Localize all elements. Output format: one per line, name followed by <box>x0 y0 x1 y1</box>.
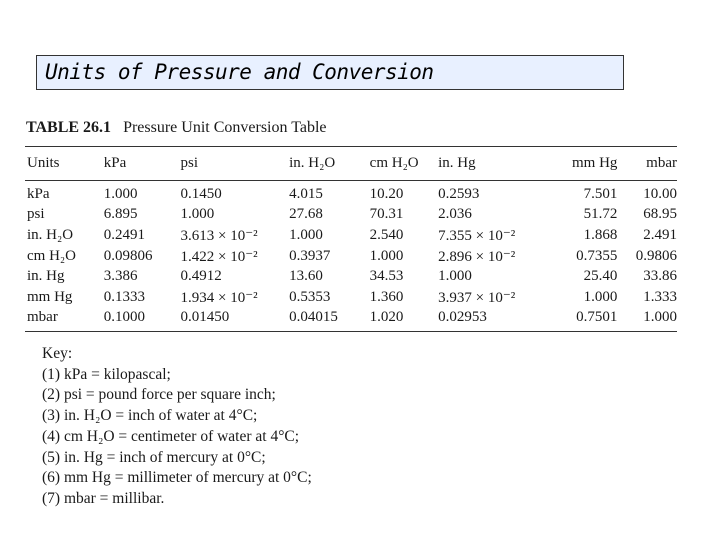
table-cell: 34.53 <box>369 268 404 285</box>
table-row <box>25 308 677 329</box>
table-top-rule <box>25 146 677 147</box>
table-row <box>25 225 677 246</box>
key-item: (3) in. H₂O = inch of water at 4°C; <box>42 407 258 425</box>
table-bottom-rule <box>25 331 677 332</box>
table-cell: 4.015 <box>289 185 323 202</box>
table-cell: 0.1000 <box>103 309 145 326</box>
table-row <box>25 176 677 205</box>
table-cell: 0.9806 <box>635 247 677 264</box>
table-header-row <box>25 150 677 176</box>
table-cell: 0.02953 <box>438 309 487 326</box>
table-cell: 0.01450 <box>180 309 230 326</box>
table-cell: 1.934 × 10⁻² <box>180 289 258 306</box>
table-cell: 0.5353 <box>289 288 331 305</box>
row-unit-label: in. Hg <box>27 268 65 285</box>
table-row <box>25 246 677 267</box>
table-cell: 3.613 × 10⁻² <box>180 227 258 244</box>
key-item: (5) in. Hg = inch of mercury at 0°C; <box>42 448 266 466</box>
column-header: in. H₂O <box>289 154 336 171</box>
table-cell: 0.09806 <box>103 247 153 264</box>
column-header: mbar <box>646 154 677 171</box>
table-cell: 70.31 <box>369 206 404 223</box>
table-cell: 1.333 <box>643 288 677 305</box>
column-header: cm H₂O <box>369 154 419 171</box>
table-cell: 1.000 <box>103 185 138 202</box>
table-cell: 1.000 <box>438 268 472 285</box>
table-cell: 0.4912 <box>180 268 222 285</box>
key-item: (4) cm H₂O = centimeter of water at 4°C; <box>42 427 300 445</box>
table-cell: 1.868 <box>583 226 618 243</box>
row-unit-label: psi <box>27 206 45 223</box>
table-cell: 33.86 <box>643 268 677 285</box>
key-heading: Key: <box>42 345 73 362</box>
table-cell: 0.7355 <box>576 247 618 264</box>
table-cell: 3.937 × 10⁻² <box>438 289 516 306</box>
column-header: in. Hg <box>438 154 476 171</box>
column-header: mm Hg <box>571 154 618 171</box>
row-unit-label: in. H₂O <box>27 226 74 243</box>
table-row <box>25 287 677 308</box>
table-cell: 1.360 <box>369 288 404 305</box>
table-cell: 10.00 <box>643 185 677 202</box>
table-cell: 2.036 <box>438 206 472 223</box>
table-cell: 1.000 <box>643 309 677 326</box>
slide-title: Units of Pressure and Conversion <box>45 60 434 84</box>
table-cell: 68.95 <box>643 206 677 223</box>
table-cell: 0.1450 <box>180 185 222 202</box>
table-row <box>25 266 677 287</box>
table-cell: 2.896 × 10⁻² <box>438 248 516 265</box>
table-cell: 1.000 <box>369 247 404 264</box>
table-cell: 6.895 <box>103 206 138 223</box>
table-body <box>25 176 677 328</box>
column-header: psi <box>180 154 199 171</box>
table-number: TABLE 26.1 <box>26 119 112 136</box>
table-caption <box>26 119 327 137</box>
table-cell: 1.000 <box>583 288 618 305</box>
table-cell: 1.000 <box>289 226 323 243</box>
table-cell: 27.68 <box>289 206 323 223</box>
table-cell: 0.7501 <box>576 309 618 326</box>
row-unit-label: kPa <box>27 185 50 202</box>
table-cell: 13.60 <box>289 268 323 285</box>
table-cell: 0.2593 <box>438 185 480 202</box>
table-cell: 1.000 <box>180 206 215 223</box>
table-cell: 2.491 <box>643 226 677 243</box>
table-cell: 1.020 <box>369 309 404 326</box>
key-item: (6) mm Hg = millimeter of mercury at 0°C; <box>42 469 312 487</box>
key-item: (2) psi = pound force per square inch; <box>42 386 276 404</box>
table-cell: 0.1333 <box>103 288 145 305</box>
conversion-table <box>25 150 677 328</box>
key-section <box>42 344 312 510</box>
key-item: (7) mbar = millibar. <box>42 489 165 507</box>
key-item: (1) kPa = kilopascal; <box>42 365 171 383</box>
table-cell: 0.3937 <box>289 247 331 264</box>
table-row <box>25 205 677 226</box>
table-cell: 1.422 × 10⁻² <box>180 248 258 265</box>
table-cell: 7.355 × 10⁻² <box>438 227 516 244</box>
row-unit-label: mbar <box>27 309 58 326</box>
table-cell: 7.501 <box>583 185 618 202</box>
table-cell: 25.40 <box>583 268 618 285</box>
row-unit-label: cm H₂O <box>27 247 76 264</box>
row-unit-label: mm Hg <box>27 288 73 305</box>
table-cell: 0.04015 <box>289 309 338 326</box>
table-cell: 0.2491 <box>103 226 145 243</box>
table-cell: 10.20 <box>369 185 404 202</box>
column-header: kPa <box>103 154 127 171</box>
table-cell: 2.540 <box>369 226 404 243</box>
table-caption-text: Pressure Unit Conversion Table <box>123 119 327 136</box>
table-cell: 3.386 <box>103 268 138 285</box>
column-header: Units <box>27 154 60 171</box>
table-cell: 51.72 <box>583 206 618 223</box>
slide-title-box <box>36 55 624 90</box>
